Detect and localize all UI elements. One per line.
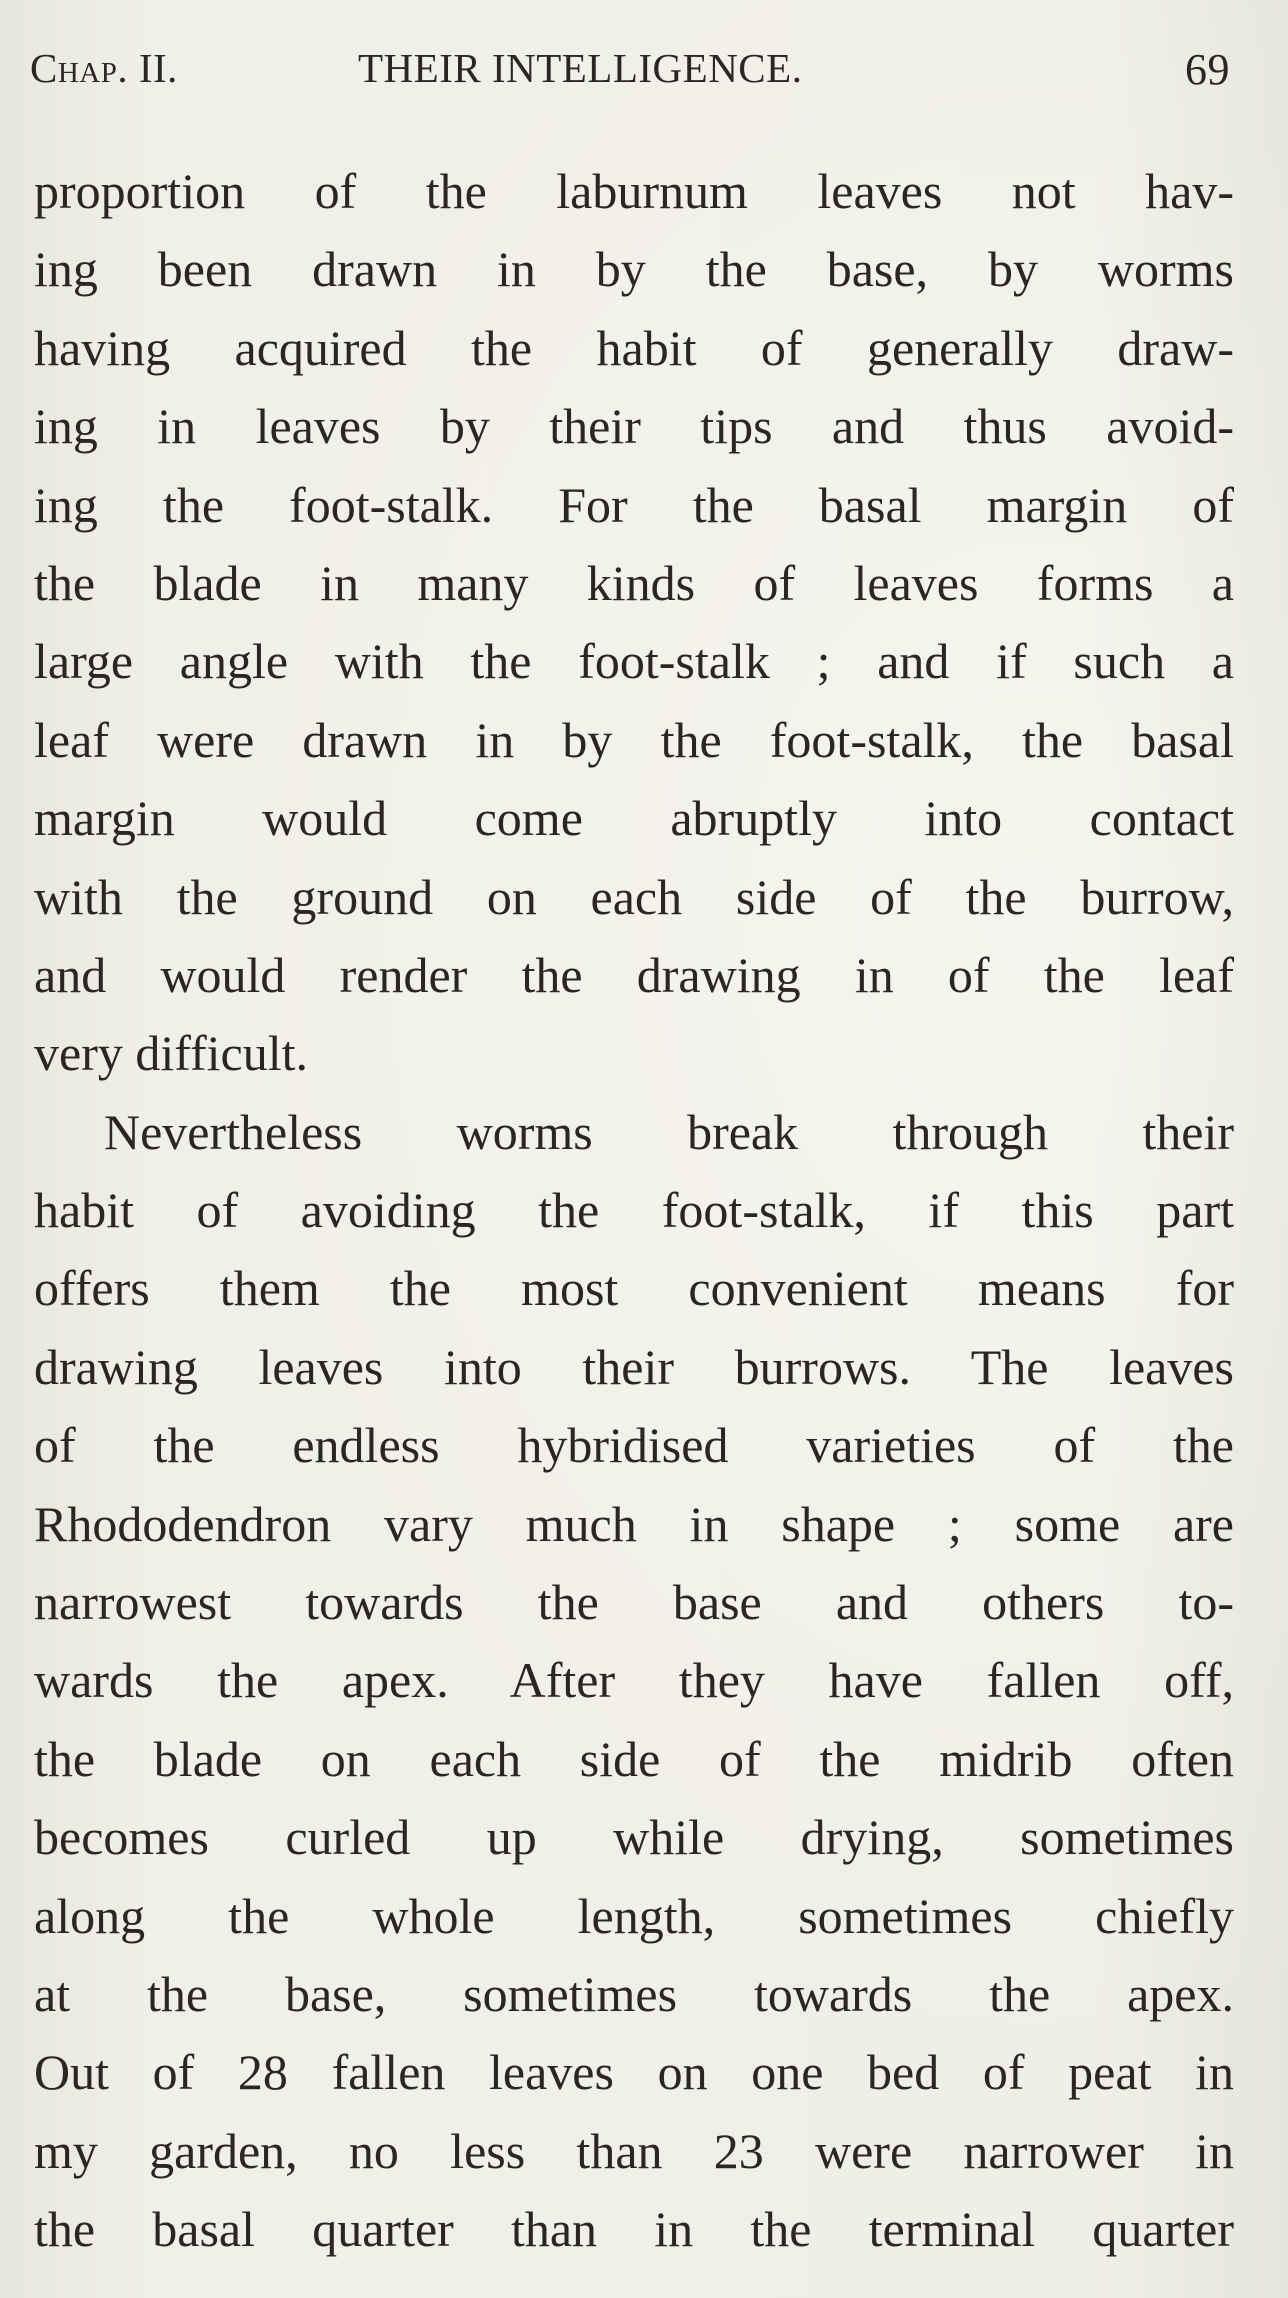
text-line: ing the foot-stalk. For the basal margin of [34, 476, 1234, 533]
text-line: offers them the most convenient means for [34, 1260, 1234, 1317]
text-line: having acquired the habit of generally draw- [34, 319, 1234, 376]
text-line: Rhododendron vary much in shape ; some are [34, 1495, 1234, 1552]
text-line: large angle with the foot-stalk ; and if such a [34, 633, 1234, 690]
paragraph-start-line: Nevertheless worms break through their [104, 1103, 1234, 1160]
running-title: THEIR INTELLIGENCE. [358, 45, 803, 91]
text-line: narrowest towards the base and others to- [34, 1574, 1234, 1631]
text-line: very difficult. [34, 1025, 308, 1082]
text-line: and would render the drawing in of the leaf [34, 946, 1234, 1003]
text-line: the basal quarter than in the terminal quarter [34, 2201, 1234, 2258]
text-line: proportion of the laburnum leaves not hav- [34, 163, 1234, 219]
text-line: ing been drawn in by the base, by worms [34, 241, 1234, 298]
text-line: margin would come abruptly into contact [34, 790, 1234, 847]
text-line: wards the apex. After they have fallen off, [34, 1652, 1234, 1709]
text-line: the blade on each side of the midrib often [34, 1730, 1234, 1787]
text-line: Out of 28 fallen leaves on one bed of peat in [34, 2044, 1234, 2101]
chapter-label: Chap. II. [30, 45, 178, 91]
running-head [30, 44, 1230, 104]
page-number: 69 [1185, 45, 1230, 94]
text-line: becomes curled up while drying, sometimes [34, 1809, 1234, 1866]
text-line: with the ground on each side of the burrow, [34, 868, 1234, 925]
body-text [34, 152, 1234, 2269]
text-line: drawing leaves into their burrows. The leaves [34, 1338, 1234, 1395]
text-line: my garden, no less than 23 were narrower in [34, 2122, 1234, 2179]
text-line: habit of avoiding the foot-stalk, if this part [34, 1182, 1234, 1239]
text-line: along the whole length, sometimes chiefly [34, 1887, 1234, 1944]
text-line: leaf were drawn in by the foot-stalk, the basal [34, 711, 1234, 768]
text-line: ing in leaves by their tips and thus avoid- [34, 398, 1234, 455]
text-line: of the endless hybridised varieties of the [34, 1417, 1234, 1474]
text-line: at the base, sometimes towards the apex. [34, 1965, 1234, 2022]
text-line: the blade in many kinds of leaves forms a [34, 554, 1234, 611]
